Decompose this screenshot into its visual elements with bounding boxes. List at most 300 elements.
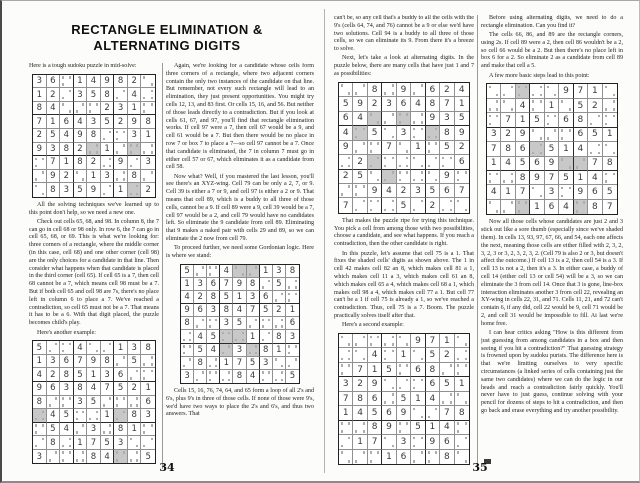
pencil-mark xyxy=(511,180,513,183)
pencil-mark xyxy=(76,411,78,414)
sudoku-cell: 3 xyxy=(47,355,61,369)
sudoku-cell: 8 xyxy=(260,344,273,357)
sudoku-cell: 4 xyxy=(487,185,501,199)
sudoku-cell xyxy=(368,155,382,169)
pencil-mark xyxy=(209,273,211,276)
pencil-mark xyxy=(435,157,437,160)
pencil-mark xyxy=(96,151,98,154)
pencil-mark xyxy=(489,201,491,204)
pencil-mark xyxy=(613,94,615,97)
pencil-mark xyxy=(136,144,138,147)
right-page xyxy=(326,1,634,483)
sudoku-cell: 9 xyxy=(382,421,396,435)
pencil-mark xyxy=(457,372,459,375)
sudoku-cell: 4 xyxy=(181,291,194,304)
sudoku-cell: 5 xyxy=(128,355,142,369)
pencil-mark xyxy=(288,293,290,296)
sudoku-cell: 8 xyxy=(233,370,246,383)
pencil-mark xyxy=(377,142,379,145)
pencil-mark xyxy=(532,129,534,132)
pencil-mark xyxy=(613,100,615,103)
sudoku-cell: 8 xyxy=(247,278,260,291)
sudoku-cell xyxy=(411,348,425,362)
pencil-mark xyxy=(540,94,542,97)
pencil-mark xyxy=(130,193,132,196)
sudoku-cell: 1 xyxy=(559,142,573,156)
sudoku-cell: 7 xyxy=(440,97,454,111)
pencil-mark xyxy=(341,451,343,454)
sudoku-cell: 8 xyxy=(74,382,88,396)
sudoku-cell xyxy=(440,363,454,377)
sudoku-cell xyxy=(60,436,74,450)
sudoku-cell xyxy=(141,143,155,157)
sudoku-cell xyxy=(353,83,367,97)
sudoku-cell xyxy=(114,170,128,184)
pencil-mark xyxy=(561,129,563,132)
pencil-mark xyxy=(421,84,423,87)
pencil-mark xyxy=(377,179,379,182)
left-page-column-2 xyxy=(166,63,314,469)
paragraph: Cells 15, 16, 76, 74, 64, and 65 form a loop of all 2's and 6's, plus 9's in three of those cells. If none of those were 9's, we'd have two ways to place the 2's and 6's, and thus two answers. That xyxy=(166,387,314,418)
pencil-mark xyxy=(49,350,51,353)
sudoku-cell: 7 xyxy=(501,113,515,127)
sudoku-cell: 5 xyxy=(181,265,194,278)
pencil-mark xyxy=(540,86,542,89)
sudoku-cell xyxy=(455,170,469,184)
sudoku-cell xyxy=(339,348,353,362)
sudoku-cell: 5 xyxy=(588,128,602,142)
pencil-mark xyxy=(547,115,549,118)
sudoku-cell xyxy=(247,344,260,357)
pencil-mark xyxy=(42,158,44,161)
sudoku-cell: 9 xyxy=(47,170,61,184)
sudoku-cell: 8 xyxy=(114,423,128,437)
sudoku-cell: 3 xyxy=(74,396,88,410)
pencil-mark xyxy=(228,371,230,374)
sudoku-cell xyxy=(426,155,440,169)
sudoku-cell xyxy=(339,334,353,348)
sudoku-cell xyxy=(60,396,74,410)
pencil-mark xyxy=(355,350,357,353)
pencil-mark xyxy=(262,286,264,289)
sudoku-cell: 8 xyxy=(574,113,588,127)
sudoku-cell: 4 xyxy=(426,392,440,406)
sudoku-cell: 1 xyxy=(411,141,425,155)
pencil-mark xyxy=(355,209,357,212)
pencil-mark xyxy=(275,379,277,382)
pencil-mark xyxy=(547,86,549,89)
pencil-mark xyxy=(143,370,145,373)
sudoku-grid-3 xyxy=(180,264,300,384)
pencil-mark xyxy=(222,352,224,355)
sudoku-cell: 7 xyxy=(455,184,469,198)
pencil-mark xyxy=(421,200,423,203)
pencil-mark xyxy=(525,86,527,89)
sudoku-cell: 1 xyxy=(339,406,353,420)
sudoku-cell: 3 xyxy=(33,75,47,89)
pencil-mark xyxy=(96,411,98,414)
pencil-mark xyxy=(496,210,498,213)
paragraph: Next, let's take a look at alternating digits. In the puzzle below, there are many cells that have just 1 and 7 as possibilities: xyxy=(334,55,474,78)
pencil-mark xyxy=(540,152,542,155)
pencil-mark xyxy=(348,437,350,440)
sudoku-cell: 1 xyxy=(87,368,101,382)
sudoku-cell: 9 xyxy=(426,112,440,126)
pencil-mark xyxy=(143,363,145,366)
sudoku-cell: 5 xyxy=(74,183,88,197)
sudoku-cell: 1 xyxy=(260,265,273,278)
sudoku-cell: 5 xyxy=(411,421,425,435)
pencil-mark xyxy=(413,209,415,212)
pencil-mark xyxy=(130,144,132,147)
pencil-mark xyxy=(281,325,283,328)
chapter-title-line2: ALTERNATING DIGITS xyxy=(93,38,241,53)
sudoku-cell: 3 xyxy=(339,377,353,391)
sudoku-cell: 5 xyxy=(260,304,273,317)
pencil-mark xyxy=(421,128,423,131)
sudoku-cell: 4 xyxy=(33,368,47,382)
pencil-mark xyxy=(503,180,505,183)
pencil-mark xyxy=(377,200,379,203)
pencil-mark xyxy=(540,137,542,140)
pencil-mark xyxy=(370,171,372,174)
pencil-mark xyxy=(109,343,111,346)
pencil-mark xyxy=(209,325,211,328)
sudoku-cell xyxy=(87,409,101,423)
sudoku-cell: 3 xyxy=(273,265,286,278)
sudoku-cell xyxy=(220,344,233,357)
sudoku-cell: 6 xyxy=(60,115,74,129)
sudoku-cell: 9 xyxy=(397,83,411,97)
pencil-mark xyxy=(421,113,423,116)
pencil-mark xyxy=(532,108,534,111)
sudoku-cell: 8 xyxy=(207,291,220,304)
pencil-mark xyxy=(116,363,118,366)
sudoku-cell: 5 xyxy=(339,97,353,111)
pencil-mark xyxy=(123,90,125,93)
sudoku-cell: 7 xyxy=(487,142,501,156)
pencil-mark xyxy=(489,180,491,183)
pencil-mark xyxy=(392,393,394,396)
sudoku-cell xyxy=(397,141,411,155)
sudoku-cell: 7 xyxy=(247,304,260,317)
pencil-mark xyxy=(242,332,244,335)
pencil-mark xyxy=(35,445,37,448)
sudoku-cell: 5 xyxy=(455,112,469,126)
sudoku-cell xyxy=(339,83,353,97)
sudoku-cell xyxy=(501,171,515,185)
pencil-mark xyxy=(202,266,204,269)
sudoku-cell xyxy=(286,291,299,304)
pencil-mark xyxy=(465,358,467,361)
pencil-mark xyxy=(576,166,578,169)
sudoku-cell: 1 xyxy=(220,357,233,370)
pencil-mark xyxy=(136,193,138,196)
pencil-mark xyxy=(209,365,211,368)
sudoku-cell: 6 xyxy=(207,278,220,291)
pencil-mark xyxy=(116,138,118,141)
sudoku-cell: 1 xyxy=(574,171,588,185)
sudoku-cell xyxy=(101,423,115,437)
pencil-mark xyxy=(561,195,563,198)
pencil-mark xyxy=(450,393,452,396)
sudoku-cell xyxy=(33,183,47,197)
pencil-mark xyxy=(341,84,343,87)
sudoku-cell: 3 xyxy=(47,143,61,157)
pencil-mark xyxy=(123,171,125,174)
sudoku-cell xyxy=(603,171,617,185)
pencil-mark xyxy=(42,424,44,427)
pencil-mark xyxy=(605,123,607,126)
pencil-mark xyxy=(109,397,111,400)
sudoku-cell: 5 xyxy=(530,113,544,127)
sudoku-cell xyxy=(397,155,411,169)
pencil-mark xyxy=(384,401,386,404)
sudoku-cell: 5 xyxy=(353,170,367,184)
sudoku-cell: 8 xyxy=(128,409,142,423)
sudoku-cell xyxy=(194,265,207,278)
sudoku-cell xyxy=(128,156,142,170)
pencil-mark xyxy=(123,131,125,134)
sudoku-cell: 1 xyxy=(87,170,101,184)
pencil-mark xyxy=(341,430,343,433)
sudoku-cell xyxy=(382,392,396,406)
pencil-mark xyxy=(406,150,408,153)
sudoku-cell: 5 xyxy=(194,344,207,357)
sudoku-cell: 8 xyxy=(87,129,101,143)
pencil-mark xyxy=(540,100,542,103)
sudoku-cell: 1 xyxy=(181,278,194,291)
pencil-mark xyxy=(262,325,264,328)
pencil-mark xyxy=(413,92,415,95)
sudoku-cell xyxy=(128,143,142,157)
sudoku-cell: 3 xyxy=(87,115,101,129)
pencil-mark xyxy=(109,158,111,161)
sudoku-cell xyxy=(487,200,501,214)
sudoku-cell: 8 xyxy=(440,126,454,140)
sudoku-cell: 1 xyxy=(487,157,501,171)
pencil-mark xyxy=(96,418,98,421)
sudoku-cell: 3 xyxy=(397,126,411,140)
pencil-mark xyxy=(103,404,105,407)
sudoku-cell xyxy=(574,157,588,171)
pencil-mark xyxy=(82,103,84,106)
pencil-mark xyxy=(406,379,408,382)
sudoku-cell: 6 xyxy=(339,112,353,126)
sudoku-cell: 7 xyxy=(233,357,246,370)
sudoku-cell xyxy=(487,113,501,127)
sudoku-cell: 9 xyxy=(87,355,101,369)
pencil-mark xyxy=(215,319,217,322)
pencil-mark xyxy=(348,185,350,188)
pencil-mark xyxy=(605,144,607,147)
pencil-mark xyxy=(103,431,105,434)
pencil-mark xyxy=(384,343,386,346)
sudoku-cell: 1 xyxy=(411,392,425,406)
sudoku-cell: 8 xyxy=(501,142,515,156)
pencil-mark xyxy=(384,157,386,160)
sudoku-cell xyxy=(559,185,573,199)
sudoku-cell: 8 xyxy=(588,200,602,214)
sudoku-cell: 3 xyxy=(207,304,220,317)
pencil-mark xyxy=(518,86,520,89)
pencil-mark xyxy=(569,129,571,132)
sudoku-grid-1 xyxy=(32,74,156,198)
sudoku-cell: 5 xyxy=(426,184,440,198)
sudoku-cell xyxy=(353,348,367,362)
sudoku-cell xyxy=(194,317,207,330)
pencil-mark xyxy=(62,97,64,100)
pencil-mark xyxy=(496,94,498,97)
sudoku-cell: 9 xyxy=(353,97,367,111)
pencil-mark xyxy=(413,157,415,160)
pencil-mark xyxy=(183,352,185,355)
pencil-mark xyxy=(341,336,343,339)
pencil-mark xyxy=(392,157,394,160)
sudoku-cell: 1 xyxy=(114,341,128,355)
sudoku-cell: 8 xyxy=(60,143,74,157)
sudoku-cell: 8 xyxy=(141,341,155,355)
sudoku-cell: 1 xyxy=(128,102,142,116)
sudoku-cell: 4 xyxy=(247,370,260,383)
sudoku-cell: 1 xyxy=(247,330,260,343)
pencil-mark xyxy=(42,438,44,441)
sudoku-cell: 4 xyxy=(368,348,382,362)
sudoku-cell xyxy=(181,344,194,357)
pencil-mark xyxy=(489,173,491,176)
sudoku-cell: 1 xyxy=(588,84,602,98)
sudoku-cell: 2 xyxy=(47,368,61,382)
sudoku-cell: 3 xyxy=(74,88,88,102)
sudoku-cell: 8 xyxy=(516,171,530,185)
pencil-mark xyxy=(341,364,343,367)
paragraph: All the solving techniques we've learned up to this point don't help, so we need a new one. xyxy=(29,201,159,216)
pencil-mark xyxy=(384,165,386,168)
sudoku-cell xyxy=(60,88,74,102)
sudoku-cell: 5 xyxy=(440,141,454,155)
pencil-mark xyxy=(242,273,244,276)
sudoku-cell: 1 xyxy=(233,291,246,304)
sudoku-cell: 1 xyxy=(397,348,411,362)
pencil-mark xyxy=(348,165,350,168)
pencil-mark xyxy=(392,350,394,353)
sudoku-cell: 5 xyxy=(516,157,530,171)
sudoku-cell: 4 xyxy=(87,75,101,89)
pencil-mark xyxy=(202,371,204,374)
sudoku-cell xyxy=(455,198,469,212)
sudoku-cell: 8 xyxy=(194,357,207,370)
pencil-mark xyxy=(363,128,365,131)
right-page-column-1 xyxy=(334,15,474,469)
sudoku-cell xyxy=(455,348,469,362)
sudoku-cell: 5 xyxy=(273,278,286,291)
sudoku-cell: 7 xyxy=(47,156,61,170)
pencil-mark xyxy=(262,319,264,322)
sudoku-cell: 3 xyxy=(87,423,101,437)
sudoku-cell xyxy=(74,170,88,184)
sudoku-cell: 2 xyxy=(588,99,602,113)
pencil-mark xyxy=(392,113,394,116)
sudoku-cell xyxy=(440,392,454,406)
sudoku-cell xyxy=(273,370,286,383)
sudoku-cell: 8 xyxy=(455,406,469,420)
pencil-mark xyxy=(450,200,452,203)
pencil-mark xyxy=(62,445,64,448)
sudoku-cell: 1 xyxy=(440,334,454,348)
sudoku-cell xyxy=(260,370,273,383)
sudoku-cell xyxy=(603,142,617,156)
sudoku-cell xyxy=(33,436,47,450)
sudoku-cell xyxy=(273,317,286,330)
sudoku-cell: 9 xyxy=(339,141,353,155)
sudoku-cell: 5 xyxy=(114,382,128,396)
pencil-mark xyxy=(116,178,118,181)
pencil-mark xyxy=(377,157,379,160)
sudoku-cell: 1 xyxy=(516,113,530,127)
sudoku-cell: 5 xyxy=(382,363,396,377)
sudoku-cell: 8 xyxy=(440,450,454,464)
sudoku-cell: 2 xyxy=(60,170,74,184)
pencil-mark xyxy=(209,266,211,269)
paragraph: That makes the puzzle ripe for trying this technique. You pick a cell from among those with two possibilities, choose a candidate, and see what happens. If you reach a contradiction, then the other candidate is right. xyxy=(334,217,474,248)
pencil-mark xyxy=(288,286,290,289)
sudoku-cell: 5 xyxy=(289,371,296,382)
paragraph: Here is a tough sudoku puzzle in mid-solve: xyxy=(29,63,137,69)
pencil-mark xyxy=(348,364,350,367)
sudoku-cell xyxy=(603,113,617,127)
pencil-mark xyxy=(281,365,283,368)
pencil-mark xyxy=(69,343,71,346)
sudoku-cell: 9 xyxy=(114,156,128,170)
right-page-column-2 xyxy=(481,15,623,469)
pencil-mark xyxy=(109,131,111,134)
pencil-mark xyxy=(413,387,415,390)
pencil-mark xyxy=(183,339,185,342)
sudoku-cell xyxy=(194,370,207,383)
pencil-mark xyxy=(554,94,556,97)
pencil-mark xyxy=(288,345,290,348)
sudoku-cell: 6 xyxy=(47,75,61,89)
sudoku-cell xyxy=(114,396,128,410)
sudoku-cell: 3 xyxy=(60,183,74,197)
pencil-mark xyxy=(363,358,365,361)
sudoku-cell xyxy=(501,200,515,214)
pencil-mark xyxy=(130,377,132,380)
sudoku-cell: 6 xyxy=(382,406,396,420)
sudoku-cell xyxy=(530,142,544,156)
sudoku-cell: 6 xyxy=(440,435,454,449)
sudoku-cell xyxy=(286,278,299,291)
pencil-mark xyxy=(457,422,459,425)
sudoku-cell xyxy=(60,75,74,89)
pencil-mark xyxy=(275,325,277,328)
pencil-mark xyxy=(288,365,290,368)
sudoku-cell xyxy=(397,363,411,377)
sudoku-cell: 4 xyxy=(74,341,88,355)
sudoku-cell: 8 xyxy=(47,436,61,450)
sudoku-cell xyxy=(426,406,440,420)
paragraph: Here's another example: xyxy=(37,329,96,336)
pencil-mark xyxy=(348,422,350,425)
sudoku-cell: 4 xyxy=(207,344,220,357)
sudoku-cell: 5 xyxy=(101,436,115,450)
pencil-mark xyxy=(547,137,549,140)
pencil-mark xyxy=(413,437,415,440)
pencil-mark xyxy=(228,345,230,348)
pencil-mark xyxy=(255,352,257,355)
pencil-mark xyxy=(348,157,350,160)
pencil-mark xyxy=(392,401,394,404)
